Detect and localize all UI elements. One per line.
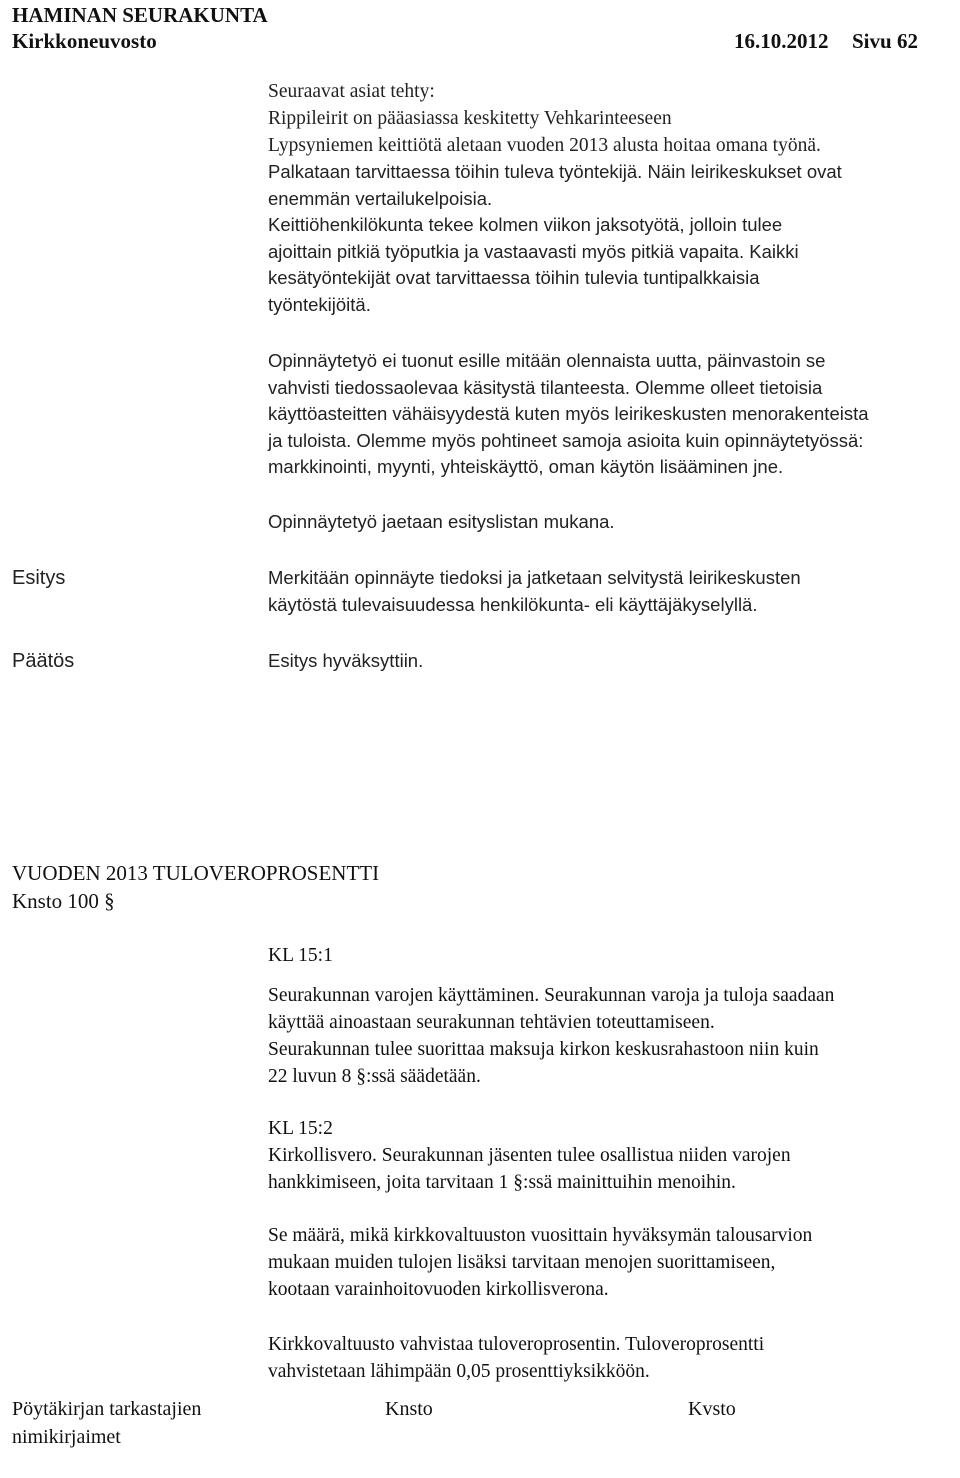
footer-reviewers <box>12 1395 201 1451</box>
intro-line: työntekijöitä. <box>268 293 371 315</box>
intro-line: Palkataan tarvittaessa töihin tuleva työntekijä. Näin leirikeskukset ovat <box>268 161 842 182</box>
thesis-line: käyttöasteitten vähäisyydestä kuten myös leirikeskusten menorakenteista <box>268 403 869 424</box>
thesis-line: Opinnäytetyö ei tuonut esille mitään olennaista uutta, päinvastoin se <box>268 350 826 371</box>
proposal-line: käytöstä tulevaisuudessa henkilökunta- eli käyttäjäkyselyllä. <box>268 593 758 615</box>
kl-15-2-text <box>268 1142 791 1196</box>
kl-15-1-line: 22 luvun 8 §:ssä säädetään. <box>268 1066 481 1087</box>
intro-block <box>268 78 842 318</box>
intro-line: Keittiöhenkilökunta tekee kolmen viikon jaksotyötä, jolloin tulee <box>268 214 783 235</box>
kl-15-1-heading: KL 15:1 <box>268 945 333 966</box>
kl-15-1-line: Seurakunnan tulee suorittaa maksuja kirkon keskusrahastoon niin kuin <box>268 1039 819 1060</box>
thesis-line: vahvisti tiedossaolevaa käsitystä tilanteesta. Olemme olleet tietoisia <box>268 376 823 398</box>
kl-15-2-heading: KL 15:2 <box>268 1118 333 1139</box>
kl-15-2-line: hankkimiseen, joita tarvitaan 1 §:ssä mainittuihin menoihin. <box>268 1172 736 1193</box>
thesis-line: markkinointi, myynti, yhteiskäyttö, oman käytön lisääminen jne. <box>268 456 784 477</box>
thesis-paragraph <box>268 348 869 481</box>
header-page: Sivu 62 <box>852 29 918 53</box>
proposal-text <box>268 565 801 618</box>
kl-15-1-text <box>268 982 834 1090</box>
footer-knsto: Knsto <box>385 1398 433 1420</box>
intro-line: Seuraavat asiat tehty: <box>268 81 435 102</box>
section-ref: Knsto 100 § <box>12 889 115 913</box>
intro-line: Lypsyniemen keittiötä aletaan vuoden 2013 alusta hoitaa omana työnä. <box>268 135 821 156</box>
kl-15-1-line: Seurakunnan varojen käyttäminen. Seurakunnan varoja ja tuloja saadaan <box>268 985 835 1006</box>
header-org: HAMINAN SEURAKUNTA <box>12 3 268 27</box>
section-title: VUODEN 2013 TULOVEROPROSENTTI <box>12 861 380 885</box>
footer-reviewers-line: Pöytäkirjan tarkastajien <box>12 1398 202 1420</box>
footer-reviewers-line: nimikirjaimet <box>12 1426 121 1448</box>
proposal-line: Merkitään opinnäyte tiedoksi ja jatketaan selvitystä leirikeskusten <box>268 567 801 588</box>
distribution-note: Opinnäytetyö jaetaan esityslistan mukana. <box>268 511 615 532</box>
confirm-line: vahvistetaan lähimpään 0,05 prosenttiyksikköön. <box>268 1361 650 1382</box>
intro-line: kesätyöntekijät ovat tarvittaessa töihin tulevia tuntipalkkaisia <box>268 267 760 288</box>
confirm-line: Kirkkovaltuusto vahvistaa tuloveroprosentin. Tuloveroprosentti <box>268 1334 765 1355</box>
kl-15-2-line: Kirkollisvero. Seurakunnan jäsenten tulee osallistua niiden varojen <box>268 1145 791 1166</box>
intro-line: Rippileirit on pääasiassa keskitetty Vehkarinteeseen <box>268 108 672 129</box>
decision-label: Päätös <box>12 650 75 672</box>
proposal-label: Esitys <box>12 567 66 589</box>
intro-line: enemmän vertailukelpoisia. <box>268 187 493 209</box>
footer-kvsto: Kvsto <box>688 1398 736 1420</box>
budget-line: kootaan varainhoitovuoden kirkollisverona. <box>268 1279 609 1300</box>
budget-line: Se määrä, mikä kirkkovaltuuston vuosittain hyväksymän talousarvion <box>268 1225 813 1246</box>
decision-text: Esitys hyväksyttiin. <box>268 650 424 671</box>
budget-paragraph <box>268 1222 812 1303</box>
header-date: 16.10.2012 <box>734 29 829 53</box>
kl-15-1-line: käyttää ainoastaan seurakunnan tehtävien toteuttamiseen. <box>268 1012 715 1033</box>
confirm-paragraph <box>268 1331 764 1385</box>
intro-line: ajoittain pitkiä työputkia ja vastaavasti myös pitkiä vapaita. Kaikki <box>268 240 799 262</box>
thesis-line: ja tuloista. Olemme myös pohtineet samoja asioita kuin opinnäytetyössä: <box>268 429 864 451</box>
header-body-name: Kirkkoneuvosto <box>12 29 157 53</box>
budget-line: mukaan muiden tulojen lisäksi tarvitaan menojen suorittamiseen, <box>268 1252 776 1273</box>
